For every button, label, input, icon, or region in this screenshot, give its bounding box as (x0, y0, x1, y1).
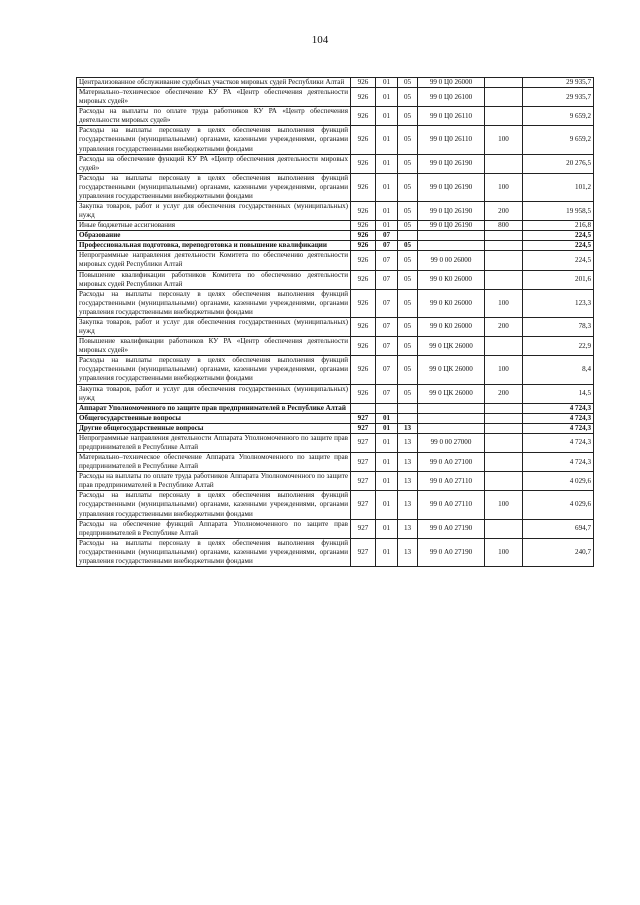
cell-section: 01 (376, 78, 398, 88)
cell-amount: 78,3 (523, 317, 594, 336)
cell-name: Другие общегосударственные вопросы (77, 423, 351, 433)
cell-section: 07 (376, 317, 398, 336)
table-row (77, 472, 594, 491)
cell-amount: 19 958,5 (523, 202, 594, 221)
cell-grbs: 926 (351, 126, 376, 154)
cell-target-article: 99 0 ЦК 26000 (418, 337, 485, 356)
cell-grbs: 926 (351, 221, 376, 231)
cell-grbs: 927 (351, 453, 376, 472)
cell-section: 01 (376, 413, 398, 423)
cell-name: Расходы на выплаты персоналу в целях обеспечения выполнения функций государственными (муниципальными) органами, казенными учреждениями, органами управления государственными внебюджетными фондами (77, 289, 351, 317)
cell-grbs: 926 (351, 231, 376, 241)
table-row (77, 88, 594, 107)
cell-subsection: 05 (398, 317, 418, 336)
cell-amount: 224,5 (523, 241, 594, 251)
cell-expense-type (485, 154, 523, 173)
table-row (77, 251, 594, 270)
cell-target-article (418, 413, 485, 423)
cell-expense-type (485, 241, 523, 251)
cell-section: 07 (376, 241, 398, 251)
cell-subsection: 05 (398, 173, 418, 201)
cell-section: 07 (376, 270, 398, 289)
cell-amount: 29 935,7 (523, 78, 594, 88)
cell-target-article: 99 0 Ц0 26110 (418, 107, 485, 126)
cell-subsection: 05 (398, 289, 418, 317)
table-row (77, 384, 594, 403)
cell-subsection: 05 (398, 356, 418, 384)
table-body (77, 78, 594, 567)
cell-subsection: 13 (398, 519, 418, 538)
cell-name: Расходы на выплаты персоналу в целях обеспечения выполнения функций государственными (муниципальными) органами, казенными учреждениями, органами управления государственными внебюджетными фондами (77, 173, 351, 201)
cell-grbs: 926 (351, 384, 376, 403)
cell-subsection: 13 (398, 491, 418, 519)
table-row (77, 337, 594, 356)
cell-expense-type: 100 (485, 289, 523, 317)
cell-section: 07 (376, 289, 398, 317)
cell-expense-type: 200 (485, 384, 523, 403)
cell-amount: 4 724,3 (523, 433, 594, 452)
cell-amount: 201,6 (523, 270, 594, 289)
cell-section: 07 (376, 251, 398, 270)
table-row (77, 107, 594, 126)
cell-expense-type (485, 88, 523, 107)
cell-subsection: 13 (398, 453, 418, 472)
cell-grbs: 927 (351, 423, 376, 433)
cell-expense-type (485, 107, 523, 126)
cell-name: Расходы на выплаты персоналу в целях обеспечения выполнения функций государственными (муниципальными) органами, казенными учреждениями, органами управления государственными внебюджетными фондами (77, 356, 351, 384)
cell-amount: 123,3 (523, 289, 594, 317)
cell-section (376, 403, 398, 413)
cell-amount: 14,5 (523, 384, 594, 403)
cell-target-article: 99 0 К0 26000 (418, 270, 485, 289)
cell-name: Централизованное обслуживание судебных участков мировых судей Республики Алтай (77, 78, 351, 88)
cell-expense-type (485, 78, 523, 88)
cell-name: Закупка товаров, работ и услуг для обеспечения государственных (муниципальных) нужд (77, 384, 351, 403)
cell-expense-type: 200 (485, 202, 523, 221)
cell-amount: 224,5 (523, 251, 594, 270)
cell-amount: 240,7 (523, 538, 594, 566)
cell-subsection (398, 413, 418, 423)
table-row (77, 423, 594, 433)
cell-section: 01 (376, 88, 398, 107)
cell-amount: 4 724,3 (523, 423, 594, 433)
cell-target-article: 99 0 К0 26000 (418, 289, 485, 317)
cell-target-article: 99 0 К0 26000 (418, 317, 485, 336)
cell-target-article: 99 0 Ц0 26110 (418, 126, 485, 154)
table-row (77, 519, 594, 538)
cell-name: Расходы на выплаты персоналу в целях обеспечения выполнения функций государственными (муниципальными) органами, казенными учреждениями, органами управления государственными внебюджетными фондами (77, 538, 351, 566)
cell-amount: 29 935,7 (523, 88, 594, 107)
cell-grbs: 927 (351, 491, 376, 519)
table-row (77, 317, 594, 336)
cell-name: Образование (77, 231, 351, 241)
cell-name: Повышение квалификации работников Комитета по обеспечению деятельности мировых судей Республики Алтай (77, 270, 351, 289)
cell-expense-type (485, 270, 523, 289)
cell-name: Расходы на выплаты по оплате труда работников Аппарата Уполномоченного по защите прав предпринимателей в Республике Алтай (77, 472, 351, 491)
cell-section: 01 (376, 472, 398, 491)
cell-subsection (398, 231, 418, 241)
cell-target-article: 99 0 ЦК 26000 (418, 356, 485, 384)
cell-grbs: 927 (351, 519, 376, 538)
cell-section: 01 (376, 453, 398, 472)
cell-section: 01 (376, 173, 398, 201)
cell-name: Закупка товаров, работ и услуг для обеспечения государственных (муниципальных) нужд (77, 202, 351, 221)
cell-grbs: 926 (351, 270, 376, 289)
cell-grbs: 926 (351, 356, 376, 384)
table-row (77, 241, 594, 251)
cell-subsection: 13 (398, 538, 418, 566)
cell-section: 01 (376, 221, 398, 231)
cell-name: Аппарат Уполномоченного по защите прав предпринимателей в Республике Алтай (77, 403, 351, 413)
cell-subsection: 13 (398, 472, 418, 491)
table-row (77, 126, 594, 154)
cell-target-article: 99 0 00 26000 (418, 251, 485, 270)
cell-grbs: 926 (351, 88, 376, 107)
cell-target-article (418, 231, 485, 241)
page-number: 104 (311, 34, 329, 46)
cell-expense-type: 100 (485, 126, 523, 154)
cell-grbs: 927 (351, 472, 376, 491)
cell-amount: 694,7 (523, 519, 594, 538)
cell-name: Профессиональная подготовка, переподготовка и повышение квалификации (77, 241, 351, 251)
cell-target-article: 99 0 Ц0 26190 (418, 173, 485, 201)
cell-subsection: 05 (398, 251, 418, 270)
cell-target-article (418, 403, 485, 413)
cell-expense-type: 100 (485, 538, 523, 566)
cell-section: 07 (376, 337, 398, 356)
cell-section: 07 (376, 231, 398, 241)
cell-target-article: 99 0 А0 27110 (418, 472, 485, 491)
cell-amount: 20 276,5 (523, 154, 594, 173)
cell-grbs: 926 (351, 154, 376, 173)
cell-grbs: 926 (351, 241, 376, 251)
cell-amount: 4 724,3 (523, 403, 594, 413)
cell-amount: 4 029,6 (523, 472, 594, 491)
cell-section: 01 (376, 107, 398, 126)
cell-amount: 4 724,3 (523, 413, 594, 423)
cell-section: 01 (376, 433, 398, 452)
cell-target-article: 99 0 00 27000 (418, 433, 485, 452)
cell-expense-type (485, 519, 523, 538)
table-row (77, 154, 594, 173)
cell-expense-type (485, 403, 523, 413)
cell-section: 07 (376, 384, 398, 403)
cell-expense-type: 200 (485, 317, 523, 336)
cell-expense-type (485, 472, 523, 491)
cell-name: Повышение квалификации работников КУ РА «Центр обеспечения деятельности мировых судей» (77, 337, 351, 356)
cell-section: 01 (376, 154, 398, 173)
cell-target-article: 99 0 А0 27110 (418, 491, 485, 519)
cell-amount: 4 724,3 (523, 453, 594, 472)
cell-section: 01 (376, 202, 398, 221)
cell-expense-type (485, 413, 523, 423)
cell-expense-type: 100 (485, 173, 523, 201)
cell-amount: 224,5 (523, 231, 594, 241)
cell-expense-type (485, 337, 523, 356)
cell-target-article (418, 423, 485, 433)
cell-target-article: 99 0 А0 27190 (418, 538, 485, 566)
cell-subsection: 05 (398, 154, 418, 173)
cell-expense-type (485, 251, 523, 270)
cell-name: Материально–техническое обеспечение Аппарата Уполномоченного по защите прав предпринимателей в Республике Алтай (77, 453, 351, 472)
cell-target-article: 99 0 Ц0 26190 (418, 154, 485, 173)
table-row (77, 433, 594, 452)
cell-name: Общегосударственные вопросы (77, 413, 351, 423)
cell-grbs: 926 (351, 173, 376, 201)
cell-section: 01 (376, 519, 398, 538)
cell-name: Расходы на выплаты по оплате труда работников КУ РА «Центр обеспечения деятельности мировых судей» (77, 107, 351, 126)
cell-grbs: 926 (351, 317, 376, 336)
cell-name: Непрограммные направления деятельности Аппарата Уполномоченного по защите прав предпринимателей в Республике Алтай (77, 433, 351, 452)
cell-expense-type (485, 231, 523, 241)
cell-target-article: 99 0 А0 27100 (418, 453, 485, 472)
cell-subsection: 05 (398, 88, 418, 107)
cell-name: Материально–техническое обеспечение КУ РА «Центр обеспечения деятельности мировых судей» (77, 88, 351, 107)
cell-expense-type: 100 (485, 491, 523, 519)
cell-name: Расходы на обеспечение функций КУ РА «Центр обеспечения деятельности мировых судей» (77, 154, 351, 173)
cell-grbs: 926 (351, 78, 376, 88)
table-row (77, 173, 594, 201)
cell-subsection: 05 (398, 337, 418, 356)
cell-expense-type (485, 453, 523, 472)
cell-grbs: 926 (351, 107, 376, 126)
cell-target-article: 99 0 Ц0 26100 (418, 88, 485, 107)
cell-grbs: 926 (351, 289, 376, 317)
cell-subsection: 05 (398, 270, 418, 289)
cell-section: 07 (376, 356, 398, 384)
cell-name: Непрограммные направления деятельности Комитета по обеспечению деятельности мировых судей Республики Алтай (77, 251, 351, 270)
cell-name: Расходы на выплаты персоналу в целях обеспечения выполнения функций государственными (муниципальными) органами, казенными учреждениями, органами управления государственными внебюджетными фондами (77, 126, 351, 154)
budget-table (76, 77, 594, 567)
cell-grbs (351, 403, 376, 413)
cell-expense-type: 800 (485, 221, 523, 231)
cell-amount: 101,2 (523, 173, 594, 201)
cell-section: 01 (376, 423, 398, 433)
cell-amount: 9 659,2 (523, 107, 594, 126)
cell-target-article: 99 0 А0 27190 (418, 519, 485, 538)
table-row (77, 453, 594, 472)
cell-target-article: 99 0 Ц0 26190 (418, 202, 485, 221)
cell-expense-type (485, 433, 523, 452)
cell-subsection: 05 (398, 78, 418, 88)
table-row (77, 289, 594, 317)
cell-subsection: 05 (398, 107, 418, 126)
table-row (77, 231, 594, 241)
cell-name: Расходы на обеспечение функций Аппарата Уполномоченного по защите прав предпринимателей в Республике Алтай (77, 519, 351, 538)
cell-grbs: 927 (351, 413, 376, 423)
cell-subsection (398, 403, 418, 413)
cell-section: 01 (376, 126, 398, 154)
table-row (77, 413, 594, 423)
cell-section: 01 (376, 491, 398, 519)
table-row (77, 221, 594, 231)
cell-grbs: 926 (351, 251, 376, 270)
table-row (77, 270, 594, 289)
cell-grbs: 926 (351, 337, 376, 356)
table-row (77, 202, 594, 221)
cell-grbs: 926 (351, 202, 376, 221)
cell-target-article: 99 0 Ц0 26000 (418, 78, 485, 88)
cell-grbs: 927 (351, 538, 376, 566)
cell-grbs: 927 (351, 433, 376, 452)
cell-name: Иные бюджетные ассигнования (77, 221, 351, 231)
cell-subsection: 05 (398, 221, 418, 231)
cell-amount: 9 659,2 (523, 126, 594, 154)
table-row (77, 356, 594, 384)
cell-subsection: 05 (398, 126, 418, 154)
cell-target-article (418, 241, 485, 251)
cell-amount: 22,9 (523, 337, 594, 356)
cell-subsection: 05 (398, 384, 418, 403)
cell-subsection: 05 (398, 202, 418, 221)
cell-amount: 216,8 (523, 221, 594, 231)
cell-target-article: 99 0 ЦК 26000 (418, 384, 485, 403)
cell-subsection: 13 (398, 423, 418, 433)
table-row (77, 538, 594, 566)
cell-amount: 4 029,6 (523, 491, 594, 519)
cell-expense-type (485, 423, 523, 433)
cell-section: 01 (376, 538, 398, 566)
cell-amount: 8,4 (523, 356, 594, 384)
cell-expense-type: 100 (485, 356, 523, 384)
cell-name: Расходы на выплаты персоналу в целях обеспечения выполнения функций государственными (муниципальными) органами, казенными учреждениями, органами управления государственными внебюджетными фондами (77, 491, 351, 519)
table-row (77, 78, 594, 88)
cell-name: Закупка товаров, работ и услуг для обеспечения государственных (муниципальных) нужд (77, 317, 351, 336)
table-row (77, 491, 594, 519)
cell-subsection: 13 (398, 433, 418, 452)
table-row (77, 403, 594, 413)
cell-target-article: 99 0 Ц0 26190 (418, 221, 485, 231)
cell-subsection: 05 (398, 241, 418, 251)
